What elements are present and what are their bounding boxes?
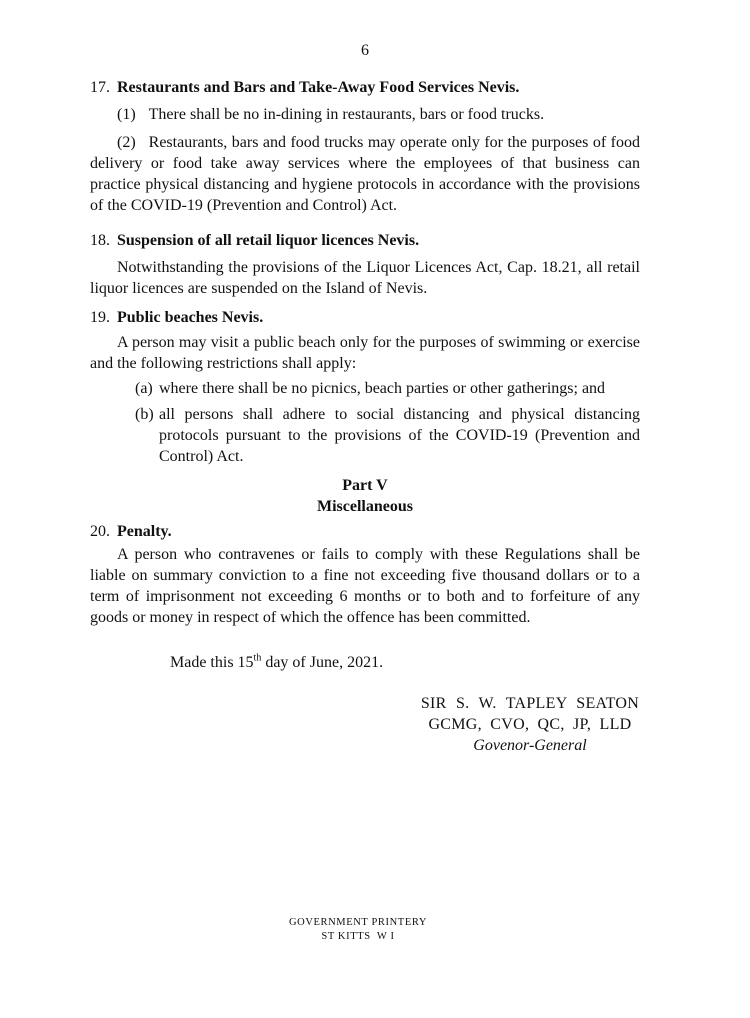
page-content	[90, 40, 640, 756]
section-19-title: Public beaches Nevis.	[117, 309, 264, 326]
list-item-a-text: where there shall be no picnics, beach parties or other gatherings; and	[159, 380, 606, 397]
section-17-clause-2	[90, 132, 640, 216]
section-18-title: Suspension of all retail liquor licences Nevis.	[117, 232, 420, 249]
section-19-number: 19.	[90, 309, 110, 326]
section-18-body: Notwithstanding the provisions of the Liquor Licences Act, Cap. 18.21, all retail liquor licences are suspended on the Island of Nevis.	[90, 259, 640, 297]
section-20-heading	[90, 521, 640, 542]
list-item-b-text: all persons shall adhere to social distancing and physical distancing protocols pursuant to the provisions of the COVID-19 (Prevention and Control) Act.	[159, 406, 640, 465]
list-item-b	[135, 404, 640, 467]
made-date-ordinal: th	[253, 652, 262, 664]
section-17-heading	[90, 77, 640, 98]
printer-location: ST KITTS W I	[321, 930, 395, 942]
section-17-title: Restaurants and Bars and Take-Away Food Services Nevis.	[117, 79, 520, 96]
section-17-number: 17.	[90, 79, 110, 96]
made-date-line	[170, 652, 640, 673]
made-date-suffix: day of June, 2021.	[261, 654, 384, 671]
clause-1-text: There shall be no in-dining in restaurants, bars or food trucks.	[148, 106, 545, 123]
section-18-number: 18.	[90, 232, 110, 249]
section-17-clause-1	[90, 104, 640, 125]
part-title: Part V	[342, 477, 388, 494]
printer-name: GOVERNMENT PRINTERY	[288, 917, 428, 928]
section-20-body: A person who contravenes or fails to comply with these Regulations shall be liable on summary conviction to a fine not exceeding five thousand dollars or to a term of imprisonment not exceeding 6 months or to both and to forfeiture of any goods or money in respect of which the offence has been committed.	[90, 546, 640, 626]
page-number: 6	[361, 42, 369, 59]
signature-block	[400, 693, 660, 756]
section-19-heading	[90, 307, 640, 328]
signatory-name: SIR S. W. TAPLEY SEATON	[420, 695, 640, 712]
made-date-prefix: Made this 15	[170, 654, 254, 671]
section-19-body: A person may visit a public beach only for the purposes of swimming or exercise and the following restrictions shall apply:	[90, 334, 640, 372]
clause-2-label: (2)	[117, 134, 136, 151]
signatory-honors: GCMG, CVO, QC, JP, LLD	[428, 716, 632, 733]
list-item-a	[135, 378, 640, 399]
list-item-a-label: (a)	[135, 380, 153, 397]
part-subtitle: Miscellaneous	[317, 498, 413, 515]
section-20-title: Penalty.	[117, 523, 172, 540]
list-item-b-label: (b)	[135, 406, 154, 423]
clause-2-text: Restaurants, bars and food trucks may operate only for the purposes of food delivery or food take away services where the employees of that business can practice physical distancing and hygiene protocols in accordance with the provisions of the COVID-19 (Prevention and Control) Act.	[90, 134, 640, 214]
part-heading	[90, 475, 640, 517]
section-20-number: 20.	[90, 523, 110, 540]
clause-1-label: (1)	[117, 106, 136, 123]
signatory-title: Govenor-General	[473, 737, 587, 754]
printer-footer	[0, 916, 716, 943]
section-18-heading	[90, 230, 640, 251]
